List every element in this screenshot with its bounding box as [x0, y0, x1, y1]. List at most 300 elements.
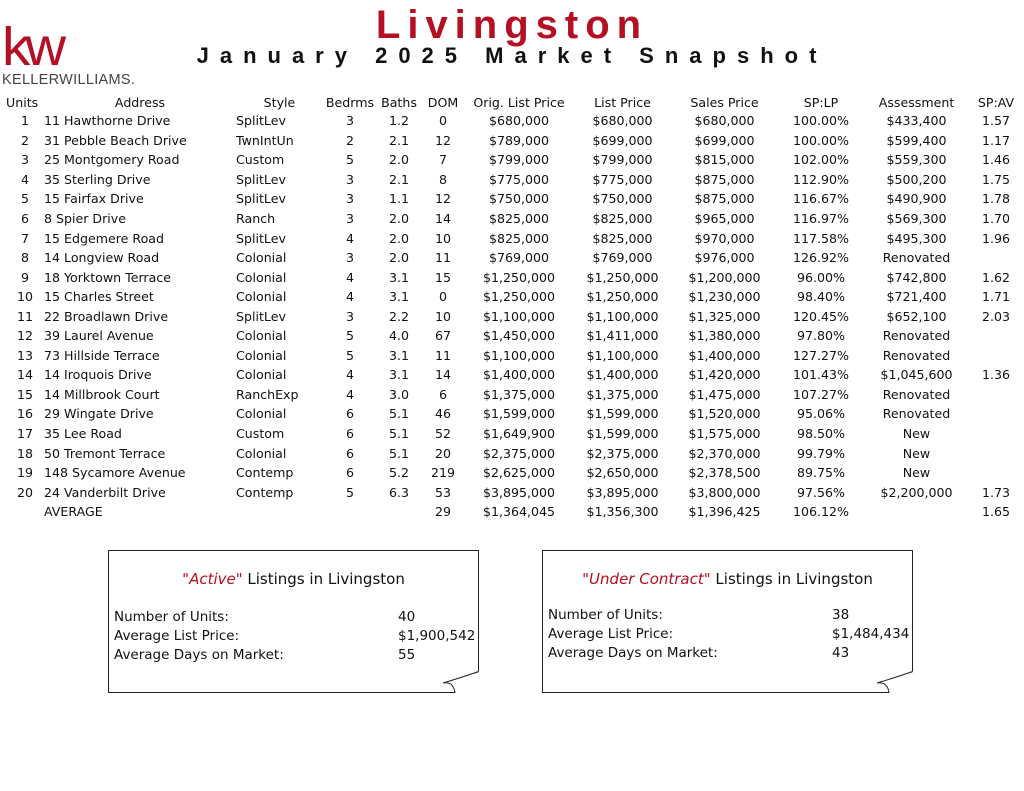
- cell-sp-av: 1.65: [981, 504, 1011, 520]
- cell-assessment: $559,300: [886, 152, 947, 168]
- cell-sp-lp: 116.67%: [792, 191, 850, 207]
- active-emphasis: "Active": [182, 570, 243, 588]
- table-row: [6, 287, 1024, 307]
- average-row: [6, 502, 1024, 522]
- cell-orig-list-price: $789,000: [488, 132, 550, 148]
- active-units-row: [114, 609, 474, 628]
- cell-orig-list-price: $1,100,000: [482, 347, 556, 363]
- active-avg-price-value: $1,900,542: [398, 628, 476, 644]
- cell-sp-av: [968, 385, 1024, 405]
- active-dom-label: Average Days on Market:: [114, 647, 284, 663]
- cell-address: 35 Lee Road: [44, 426, 122, 442]
- under-contract-title-rest: Listings in Livingston: [710, 570, 873, 588]
- cell-sp-lp: 106.12%: [792, 504, 850, 520]
- cell-dom: 46: [434, 406, 452, 422]
- cell-bedrooms: 3: [345, 191, 354, 207]
- cell-list-price: $799,000: [592, 152, 653, 168]
- table-row: [6, 463, 1024, 483]
- cell-sales-price: $699,000: [694, 132, 755, 148]
- cell-address: AVERAGE: [44, 504, 103, 520]
- cell-dom: 20: [434, 445, 452, 461]
- active-dom-row: [114, 647, 474, 666]
- cell-sp-lp: 112.90%: [792, 171, 850, 187]
- cell-baths: 3.1: [388, 269, 410, 285]
- cell-address: 73 Hillside Terrace: [44, 347, 160, 363]
- cell-baths: 2.0: [388, 152, 410, 168]
- cell-bedrooms: 3: [345, 250, 354, 266]
- cell-bedrooms: 5: [345, 484, 354, 500]
- cell-bedrooms: 2: [345, 132, 354, 148]
- cell-sp-av: 1.46: [981, 152, 1011, 168]
- cell-unit: 13: [16, 347, 34, 363]
- cell-bedrooms: 3: [345, 113, 354, 129]
- cell-assessment: $490,900: [886, 191, 947, 207]
- cell-baths: 3.1: [388, 289, 410, 305]
- cell-style: Colonial: [236, 250, 287, 266]
- cell-assessment: Renovated: [882, 250, 951, 266]
- cell-assessment: New: [902, 426, 931, 442]
- cell-orig-list-price: $1,450,000: [482, 328, 556, 344]
- cell-sp-lp: 117.58%: [792, 230, 850, 246]
- cell-bedrooms: 6: [345, 426, 354, 442]
- cell-list-price: $699,000: [592, 132, 653, 148]
- under-contract-title: [543, 570, 912, 588]
- cell-orig-list-price: $825,000: [488, 230, 550, 246]
- cell-unit: 18: [16, 445, 34, 461]
- cell-assessment: New: [902, 445, 931, 461]
- cell-dom: 10: [434, 230, 452, 246]
- cell-style: [236, 502, 323, 522]
- cell-sp-av: 1.57: [981, 113, 1011, 129]
- under-contract-box: [542, 550, 913, 693]
- cell-bedrooms: 4: [345, 367, 354, 383]
- cell-assessment: $1,045,600: [880, 367, 953, 383]
- cell-address: 8 Spier Drive: [44, 211, 127, 226]
- kw-logo-name: KELLERWILLIAMS.: [2, 72, 136, 88]
- cell-bedrooms: 3: [345, 171, 354, 187]
- cell-sp-lp: 100.00%: [792, 113, 850, 129]
- cell-sp-lp: 96.00%: [796, 269, 846, 285]
- table-row: [6, 404, 1024, 424]
- cell-list-price: $1,599,000: [586, 406, 659, 422]
- cell-baths: [377, 502, 421, 522]
- cell-assessment: $2,200,000: [880, 484, 953, 500]
- cell-baths: 4.0: [388, 328, 410, 344]
- table-row: [6, 443, 1024, 463]
- table-row: [6, 189, 1024, 209]
- cell-sp-lp: 101.43%: [792, 367, 850, 383]
- under-contract-emphasis: "Under Contract": [582, 570, 711, 588]
- contract-units-row: [548, 607, 908, 626]
- cell-sales-price: $1,575,000: [688, 426, 761, 442]
- cell-style: Colonial: [236, 289, 287, 305]
- cell-dom: 53: [434, 484, 452, 500]
- cell-style: Colonial: [236, 347, 287, 363]
- cell-sp-av: 1.75: [981, 171, 1011, 187]
- table-row: [6, 209, 1024, 229]
- cell-list-price: $1,100,000: [586, 308, 659, 324]
- cell-list-price: $1,375,000: [586, 386, 659, 402]
- cell-bedrooms: 4: [345, 269, 354, 285]
- cell-assessment: $721,400: [886, 289, 947, 305]
- contract-units-label: Number of Units:: [548, 607, 663, 623]
- cell-unit: 7: [20, 230, 29, 246]
- cell-sp-av: 1.70: [981, 211, 1011, 226]
- cell-bedrooms: 5: [345, 152, 354, 168]
- active-listings-title: [109, 570, 478, 588]
- cell-sp-lp: 127.27%: [792, 347, 850, 363]
- cell-sp-lp: 89.75%: [796, 465, 846, 481]
- contract-dom-value: 43: [832, 645, 850, 661]
- cell-assessment: $599,400: [886, 132, 947, 148]
- col-header-units: Units: [6, 94, 39, 110]
- cell-dom: 6: [438, 386, 447, 402]
- col-header-sales-price: Sales Price: [690, 94, 759, 110]
- cell-unit: 3: [20, 152, 29, 168]
- cell-sp-av: 1.17: [981, 132, 1011, 148]
- cell-baths: 1.2: [388, 113, 410, 129]
- kw-logo-mark: kw: [2, 17, 61, 77]
- cell-orig-list-price: $680,000: [488, 113, 550, 129]
- cell-sp-av: [968, 248, 1024, 268]
- cell-baths: 1.1: [388, 191, 410, 207]
- cell-sales-price: $680,000: [694, 113, 755, 129]
- cell-orig-list-price: $769,000: [488, 250, 550, 266]
- cell-style: Colonial: [236, 367, 287, 383]
- cell-style: Custom: [236, 426, 285, 442]
- cell-sales-price: $1,325,000: [688, 308, 761, 324]
- cell-sales-price: $3,800,000: [688, 484, 761, 500]
- active-dom-value: 55: [398, 647, 416, 663]
- cell-orig-list-price: $3,895,000: [482, 484, 556, 500]
- cell-orig-list-price: $825,000: [488, 211, 550, 226]
- table-row: [6, 111, 1024, 131]
- cell-bedrooms: 6: [345, 406, 354, 422]
- cell-unit: 20: [16, 484, 34, 500]
- cell-dom: 14: [434, 211, 452, 226]
- cell-sales-price: $1,380,000: [688, 328, 761, 344]
- cell-orig-list-price: $1,100,000: [482, 308, 556, 324]
- cell-sp-lp: 107.27%: [792, 386, 850, 402]
- cell-unit: 9: [20, 269, 29, 285]
- cell-sp-lp: 98.50%: [796, 426, 846, 442]
- table-row: [6, 131, 1024, 151]
- cell-bedrooms: 6: [345, 465, 354, 481]
- table-row: [6, 326, 1024, 346]
- cell-dom: 15: [434, 269, 452, 285]
- table-row: [6, 267, 1024, 287]
- cell-baths: 2.1: [388, 132, 410, 148]
- cell-style: Contemp: [236, 484, 294, 500]
- cell-style: SplitLev: [236, 171, 286, 187]
- cell-address: 25 Montgomery Road: [44, 152, 180, 168]
- cell-dom: 8: [438, 171, 447, 187]
- cell-bedrooms: 4: [345, 289, 354, 305]
- active-avg-price-label: Average List Price:: [114, 628, 240, 644]
- cell-list-price: $769,000: [592, 250, 653, 266]
- cell-sp-lp: 97.80%: [796, 328, 846, 344]
- cell-bedrooms: 5: [345, 347, 354, 363]
- cell-address: 14 Millbrook Court: [44, 386, 160, 402]
- cell-sp-av: [968, 443, 1024, 463]
- cell-unit: 12: [16, 328, 34, 344]
- cell-sp-av: [968, 463, 1024, 483]
- cell-list-price: $3,895,000: [586, 484, 659, 500]
- cell-assessment: $495,300: [886, 230, 947, 246]
- cell-bedrooms: 3: [345, 308, 354, 324]
- cell-unit: 8: [20, 250, 29, 266]
- contract-avg-price-label: Average List Price:: [548, 626, 674, 642]
- cell-unit: 1: [20, 113, 29, 129]
- cell-address: 31 Pebble Beach Drive: [44, 132, 187, 148]
- market-snapshot-table: [6, 93, 1024, 521]
- col-header-bedrooms: Bedrms: [325, 94, 375, 110]
- table-row: [6, 228, 1024, 248]
- cell-sales-price: $965,000: [694, 211, 755, 226]
- cell-unit: 16: [16, 406, 34, 422]
- cell-address: 18 Yorktown Terrace: [44, 269, 171, 285]
- cell-assessment: Renovated: [882, 328, 951, 344]
- cell-baths: 3.1: [388, 347, 410, 363]
- cell-list-price: $775,000: [592, 171, 653, 187]
- cell-assessment: $742,800: [886, 269, 947, 285]
- col-header-style: Style: [263, 94, 296, 110]
- cell-dom: 0: [438, 113, 447, 129]
- col-header-assessment: Assessment: [878, 94, 955, 110]
- cell-dom: 52: [434, 426, 452, 442]
- cell-address: 50 Tremont Terrace: [44, 445, 166, 461]
- cell-list-price: $680,000: [592, 113, 653, 129]
- col-header-sp-lp: SP:LP: [803, 94, 839, 110]
- cell-sales-price: $1,420,000: [688, 367, 761, 383]
- cell-style: SplitLev: [236, 191, 286, 207]
- cell-style: Colonial: [236, 269, 287, 285]
- cell-baths: 2.0: [388, 250, 410, 266]
- active-listings-box: [108, 550, 479, 693]
- col-header-sp-av: SP:AV: [977, 94, 1015, 110]
- cell-baths: 3.0: [388, 386, 410, 402]
- contract-units-value: 38: [832, 607, 850, 623]
- cell-sales-price: $1,475,000: [688, 386, 761, 402]
- cell-list-price: $750,000: [592, 191, 653, 207]
- cell-address: 24 Vanderbilt Drive: [44, 484, 166, 500]
- table-row: [6, 424, 1024, 444]
- cell-sp-av: 1.73: [981, 484, 1011, 500]
- cell-style: TwnIntUn: [236, 132, 294, 148]
- cell-bedrooms: 5: [345, 328, 354, 344]
- cell-sales-price: $970,000: [694, 230, 755, 246]
- cell-orig-list-price: $1,250,000: [482, 269, 556, 285]
- table-row: [6, 170, 1024, 190]
- cell-orig-list-price: $1,250,000: [482, 289, 556, 305]
- cell-dom: 0: [438, 289, 447, 305]
- cell-bedrooms: 3: [345, 211, 354, 226]
- cell-dom: 14: [434, 367, 452, 383]
- cell-dom: 67: [434, 328, 452, 344]
- cell-address: 29 Wingate Drive: [44, 406, 154, 422]
- contract-dom-row: [548, 645, 908, 664]
- cell-style: SplitLev: [236, 113, 286, 129]
- cell-orig-list-price: $1,599,000: [482, 406, 556, 422]
- cell-dom: 12: [434, 132, 452, 148]
- cell-baths: 2.1: [388, 171, 410, 187]
- cell-dom: 7: [438, 152, 447, 168]
- cell-assessment: $652,100: [886, 308, 947, 324]
- cell-sales-price: $1,520,000: [688, 406, 761, 422]
- col-header-baths: Baths: [381, 94, 417, 110]
- cell-sp-av: [968, 326, 1024, 346]
- cell-unit: 2: [20, 132, 29, 148]
- cell-baths: 2.0: [388, 211, 410, 226]
- cell-sp-av: 2.03: [981, 308, 1011, 324]
- cell-dom: 219: [430, 465, 456, 481]
- cell-unit: 15: [16, 386, 34, 402]
- cell-orig-list-price: $750,000: [488, 191, 550, 207]
- active-units-label: Number of Units:: [114, 609, 229, 625]
- contract-avg-price-row: [548, 626, 908, 645]
- cell-sp-lp: 120.45%: [792, 308, 850, 324]
- contract-dom-label: Average Days on Market:: [548, 645, 718, 661]
- cell-style: RanchExp: [236, 386, 299, 402]
- table-row: [6, 385, 1024, 405]
- table-row: [6, 306, 1024, 326]
- cell-dom: 11: [434, 347, 452, 363]
- cell-list-price: $1,356,300: [586, 504, 659, 520]
- cell-baths: 5.2: [388, 465, 410, 481]
- cell-sales-price: $2,370,000: [688, 445, 761, 461]
- cell-style: Contemp: [236, 465, 294, 481]
- cell-baths: 2.2: [388, 308, 410, 324]
- cell-style: Colonial: [236, 328, 287, 344]
- cell-assessment: [865, 502, 968, 522]
- cell-sales-price: $1,200,000: [688, 269, 761, 285]
- table-row: [6, 365, 1024, 385]
- cell-unit: 11: [16, 308, 34, 324]
- cell-unit: 10: [16, 289, 34, 305]
- cell-assessment: $569,300: [886, 211, 947, 226]
- cell-sp-lp: 95.06%: [796, 406, 846, 422]
- cell-list-price: $1,411,000: [586, 328, 659, 344]
- cell-list-price: $1,250,000: [586, 289, 659, 305]
- cell-baths: 2.0: [388, 230, 410, 246]
- cell-bedrooms: 4: [345, 230, 354, 246]
- col-header-orig-list-price: Orig. List Price: [473, 94, 565, 110]
- cell-assessment: $433,400: [886, 113, 947, 129]
- cell-sales-price: $1,230,000: [688, 289, 761, 305]
- page-title: Livingston: [375, 3, 649, 47]
- cell-sales-price: $2,378,500: [688, 465, 761, 481]
- cell-sales-price: $976,000: [694, 250, 755, 266]
- cell-assessment: Renovated: [882, 386, 951, 402]
- cell-list-price: $825,000: [592, 230, 653, 246]
- cell-address: 148 Sycamore Avenue: [44, 465, 186, 481]
- cell-list-price: $1,250,000: [586, 269, 659, 285]
- cell-address: 11 Hawthorne Drive: [44, 113, 171, 129]
- cell-sp-lp: 98.40%: [796, 289, 846, 305]
- cell-orig-list-price: $2,375,000: [482, 445, 556, 461]
- cell-list-price: $1,599,000: [586, 426, 659, 442]
- cell-list-price: $2,375,000: [586, 445, 659, 461]
- cell-style: Custom: [236, 152, 285, 168]
- page-curl-icon: [863, 671, 913, 693]
- cell-address: 39 Laurel Avenue: [44, 328, 154, 344]
- cell-assessment: Renovated: [882, 406, 951, 422]
- table-row: [6, 346, 1024, 366]
- cell-dom: 10: [434, 308, 452, 324]
- cell-unit: 17: [16, 426, 34, 442]
- cell-sp-lp: 99.79%: [796, 445, 846, 461]
- cell-dom: 11: [434, 250, 452, 266]
- active-avg-price-row: [114, 628, 474, 647]
- cell-orig-list-price: $2,625,000: [482, 465, 556, 481]
- cell-sp-av: 1.78: [981, 191, 1011, 207]
- cell-dom: 29: [434, 504, 452, 520]
- cell-orig-list-price: $775,000: [488, 171, 550, 187]
- cell-address: 15 Charles Street: [44, 289, 154, 305]
- col-header-dom: DOM: [427, 94, 459, 110]
- cell-assessment: Renovated: [882, 347, 951, 363]
- cell-unit: 5: [20, 191, 29, 207]
- cell-orig-list-price: $1,375,000: [482, 386, 556, 402]
- cell-list-price: $2,650,000: [586, 465, 659, 481]
- cell-sales-price: $1,396,425: [688, 504, 761, 520]
- cell-style: Colonial: [236, 406, 287, 422]
- cell-address: 15 Edgemere Road: [44, 230, 164, 246]
- cell-sp-av: [968, 424, 1024, 444]
- active-title-rest: Listings in Livingston: [242, 570, 405, 588]
- cell-style: SplitLev: [236, 308, 286, 324]
- cell-sp-lp: 100.00%: [792, 132, 850, 148]
- cell-baths: 3.1: [388, 367, 410, 383]
- cell-list-price: $1,400,000: [586, 367, 659, 383]
- cell-unit: [6, 502, 44, 522]
- cell-baths: 5.1: [388, 426, 410, 442]
- cell-sp-av: 1.36: [981, 367, 1011, 383]
- cell-sp-lp: 126.92%: [792, 250, 850, 266]
- cell-orig-list-price: $1,649,900: [482, 426, 556, 442]
- cell-orig-list-price: $1,364,045: [482, 504, 556, 520]
- cell-orig-list-price: $1,400,000: [482, 367, 556, 383]
- table-row: [6, 150, 1024, 170]
- cell-style: SplitLev: [236, 230, 286, 246]
- cell-unit: 14: [16, 367, 34, 383]
- cell-style: Colonial: [236, 445, 287, 461]
- cell-bedrooms: 6: [345, 445, 354, 461]
- cell-sp-av: [968, 404, 1024, 424]
- table-header-row: [6, 93, 1024, 111]
- cell-baths: 5.1: [388, 445, 410, 461]
- cell-orig-list-price: $799,000: [488, 152, 550, 168]
- cell-unit: 4: [20, 171, 29, 187]
- cell-sp-av: 1.71: [981, 289, 1011, 305]
- cell-sales-price: $1,400,000: [688, 347, 761, 363]
- table-row: [6, 482, 1024, 502]
- cell-sales-price: $875,000: [694, 171, 755, 187]
- page-curl-icon: [429, 671, 479, 693]
- cell-baths: 5.1: [388, 406, 410, 422]
- cell-bedrooms: 4: [345, 386, 354, 402]
- cell-sp-lp: 116.97%: [792, 211, 850, 226]
- cell-address: 14 Iroquois Drive: [44, 367, 152, 383]
- cell-bedrooms: [323, 502, 377, 522]
- contract-avg-price-value: $1,484,434: [832, 626, 910, 642]
- cell-style: Ranch: [236, 211, 276, 226]
- cell-baths: 6.3: [388, 484, 410, 500]
- page-subtitle: January 2025 Market Snapshot: [196, 43, 828, 68]
- cell-sales-price: $815,000: [694, 152, 755, 168]
- cell-unit: 19: [16, 465, 34, 481]
- cell-address: 35 Sterling Drive: [44, 171, 151, 187]
